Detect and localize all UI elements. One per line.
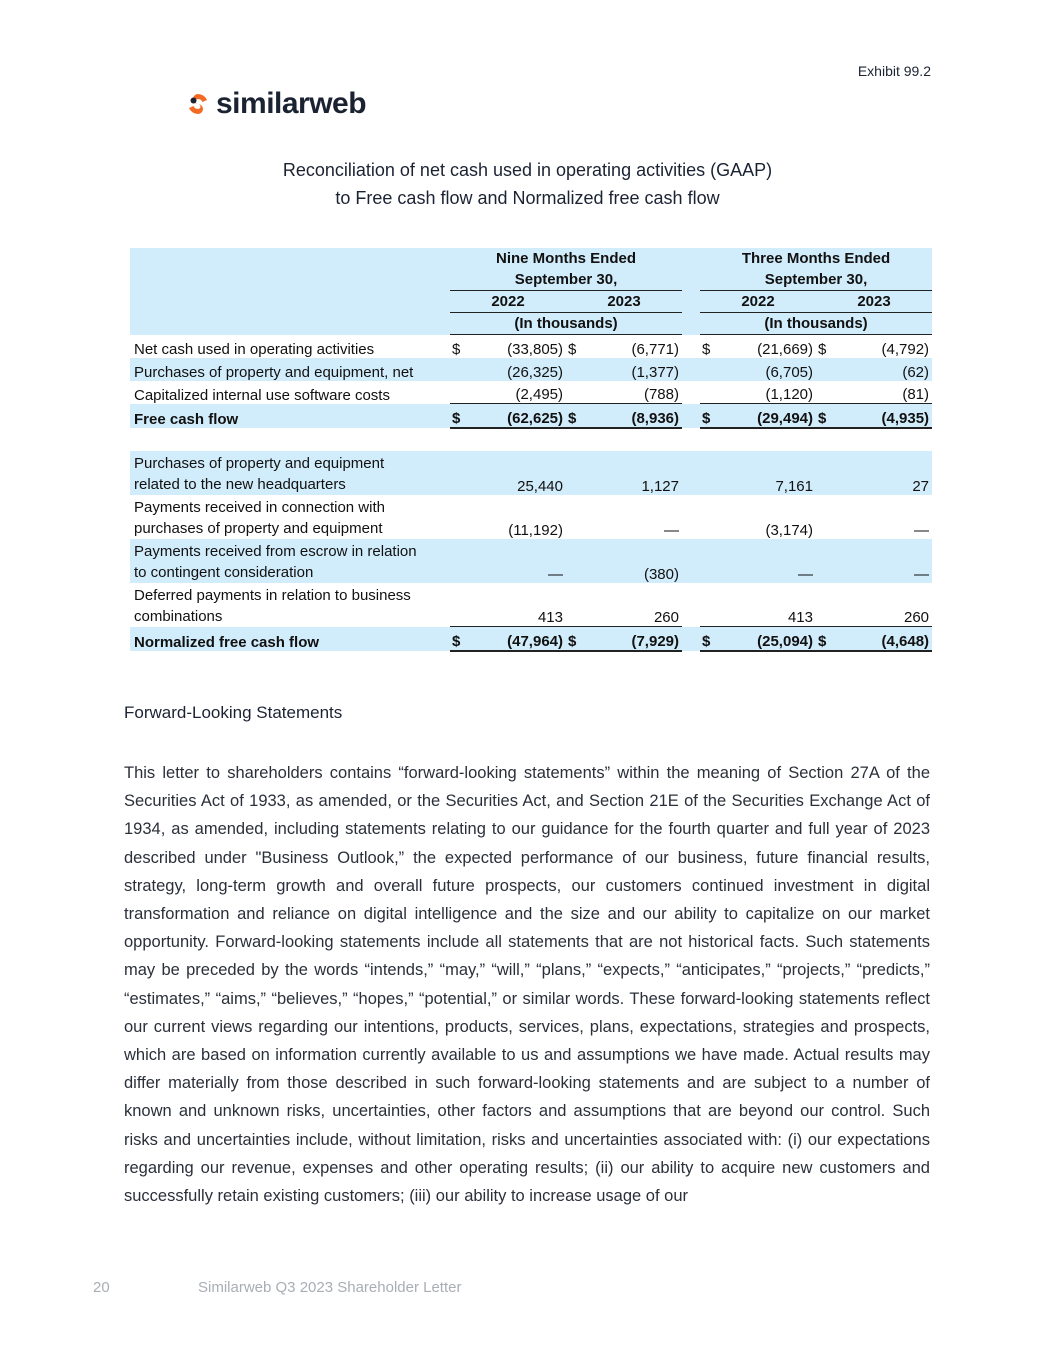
- logo-text: similarweb: [216, 87, 367, 120]
- currency-symbol: $: [816, 404, 840, 428]
- header-row-periods: [130, 248, 932, 291]
- three-months-line1: Three Months Ended: [741, 250, 891, 267]
- value-cell: (62): [840, 358, 932, 381]
- value-cell: (8,936): [590, 404, 682, 428]
- table-row: [130, 358, 932, 381]
- title-line-2: to Free cash flow and Normalized free cash flow: [335, 188, 720, 208]
- reconciliation-table: [130, 248, 932, 652]
- value-cell: —: [840, 495, 932, 539]
- value-cell: 413: [474, 583, 566, 627]
- table-row: [130, 539, 932, 583]
- nine-months-line2: September 30,: [514, 271, 618, 288]
- year-header: 2022: [450, 291, 566, 313]
- value-cell: (47,964): [474, 627, 566, 651]
- year-header: 2022: [700, 291, 816, 313]
- year-header: 2023: [566, 291, 682, 313]
- title-line-1: Reconciliation of net cash used in operating activities (GAAP): [282, 160, 773, 180]
- footer-text: Similarweb Q3 2023 Shareholder Letter: [198, 1279, 462, 1296]
- value-cell: (25,094): [724, 627, 816, 651]
- row-label-line2: related to the new headquarters: [134, 475, 346, 493]
- currency-symbol: $: [450, 404, 474, 428]
- row-label: [130, 451, 450, 495]
- table-row: [130, 381, 932, 404]
- row-label-line1: Deferred payments in relation to business: [134, 586, 411, 604]
- value-cell: —: [840, 539, 932, 583]
- value-cell: —: [590, 495, 682, 539]
- table-row-total: [130, 404, 932, 428]
- units-label: (In thousands): [450, 313, 682, 335]
- table-title: [0, 156, 1055, 212]
- nine-months-line1: Nine Months Ended: [496, 250, 636, 267]
- table-spacer: [130, 428, 932, 451]
- exhibit-label: Exhibit 99.2: [857, 63, 931, 79]
- value-cell: (2,495): [474, 381, 566, 404]
- row-label: [130, 583, 450, 627]
- value-cell: 7,161: [724, 451, 816, 495]
- header-row-years: [130, 291, 932, 313]
- currency-symbol: $: [566, 335, 590, 358]
- value-cell: (4,935): [840, 404, 932, 428]
- value-cell: (29,494): [724, 404, 816, 428]
- currency-symbol: $: [700, 627, 724, 651]
- value-cell: (1,377): [590, 358, 682, 381]
- value-cell: (7,929): [590, 627, 682, 651]
- row-label: Purchases of property and equipment, net: [130, 358, 450, 381]
- similarweb-logo: [186, 86, 366, 122]
- currency-symbol: $: [816, 335, 840, 358]
- row-label-line1: Payments received in connection with: [134, 498, 385, 516]
- value-cell: (788): [590, 381, 682, 404]
- value-cell: (81): [840, 381, 932, 404]
- value-cell: (380): [590, 539, 682, 583]
- currency-symbol: $: [700, 404, 724, 428]
- value-cell: —: [724, 539, 816, 583]
- row-label: Capitalized internal use software costs: [130, 381, 450, 404]
- nine-months-header: [450, 248, 682, 291]
- currency-symbol: $: [700, 335, 724, 358]
- currency-symbol: $: [450, 627, 474, 651]
- year-header: 2023: [816, 291, 932, 313]
- header-row-units: [130, 313, 932, 335]
- three-months-header: [700, 248, 932, 291]
- value-cell: 413: [724, 583, 816, 627]
- table-row: [130, 451, 932, 495]
- table-row: [130, 583, 932, 627]
- value-cell: —: [474, 539, 566, 583]
- row-label: [130, 495, 450, 539]
- value-cell: 25,440: [474, 451, 566, 495]
- value-cell: (6,771): [590, 335, 682, 358]
- value-cell: (21,669): [724, 335, 816, 358]
- value-cell: (4,648): [840, 627, 932, 651]
- similarweb-logo-icon: [186, 92, 210, 116]
- value-cell: 260: [840, 583, 932, 627]
- currency-symbol: $: [816, 627, 840, 651]
- row-label-line1: Payments received from escrow in relation: [134, 542, 417, 560]
- row-label-line2: purchases of property and equipment: [134, 519, 383, 537]
- row-label-line2: to contingent consideration: [134, 563, 314, 581]
- currency-symbol: $: [566, 627, 590, 651]
- currency-symbol: $: [566, 404, 590, 428]
- value-cell: (62,625): [474, 404, 566, 428]
- value-cell: (3,174): [724, 495, 816, 539]
- row-label: Normalized free cash flow: [130, 627, 450, 651]
- body-paragraph: This letter to shareholders contains “forward-looking statements” within the meaning of Section 27A of the Securities Act of 1933, as amended, or the Securities Act, and Section 21E of the Securities Exchange Act of 1934, as amended, including statements relating to our guidance for the fourth quarter and full year of 2023 described under "Business Outlook,” the expected performance of our business, future financial results, strategy, long-term growth and overall future prospects, our customers continued investment in digital transformation and reliance on digital intelligence and the size and our ability to capitalize on our market opportunity. Forward-looking statements include all statements that are not historical facts. Such statements may be preceded by the words “intends,” “may,” “will,” “plans,” “expects,” “anticipates,” “projects,” “predicts,” “estimates,” “aims,” “believes,” “hopes,” “potential,” or similar words. These forward-looking statements reflect our current views regarding our intentions, products, services, plans, expectations, strategies and prospects, which are based on information currently available to us and assumptions we have made. Actual results may differ materially from those described in such forward-looking statements and are subject to a number of known and unknown risks, uncertainties, other factors and assumptions that are beyond our control. Such risks and uncertainties include, without limitation, risks and uncertainties associated with: (i) our expectations regarding our revenue, expenses and other operating results; (ii) our ability to acquire new customers and successfully retain existing customers; (iii) our ability to increase usage of our: [124, 764, 930, 1206]
- value-cell: (11,192): [474, 495, 566, 539]
- three-months-line2: September 30,: [764, 271, 868, 288]
- page-number: 20: [93, 1279, 110, 1296]
- table-row-total: [130, 627, 932, 651]
- table-row: [130, 495, 932, 539]
- row-label-line2: combinations: [134, 607, 223, 625]
- section-heading: Forward-Looking Statements: [124, 703, 343, 722]
- row-label: Free cash flow: [130, 404, 450, 428]
- value-cell: (1,120): [724, 381, 816, 404]
- row-label: Net cash used in operating activities: [130, 335, 450, 358]
- value-cell: 260: [590, 583, 682, 627]
- value-cell: (4,792): [840, 335, 932, 358]
- currency-symbol: $: [450, 335, 474, 358]
- table-row: [130, 335, 932, 358]
- value-cell: 1,127: [590, 451, 682, 495]
- row-label: [130, 539, 450, 583]
- value-cell: (26,325): [474, 358, 566, 381]
- row-label-line1: Purchases of property and equipment: [134, 454, 385, 472]
- value-cell: (33,805): [474, 335, 566, 358]
- value-cell: (6,705): [724, 358, 816, 381]
- value-cell: 27: [840, 451, 932, 495]
- units-label: (In thousands): [700, 313, 932, 335]
